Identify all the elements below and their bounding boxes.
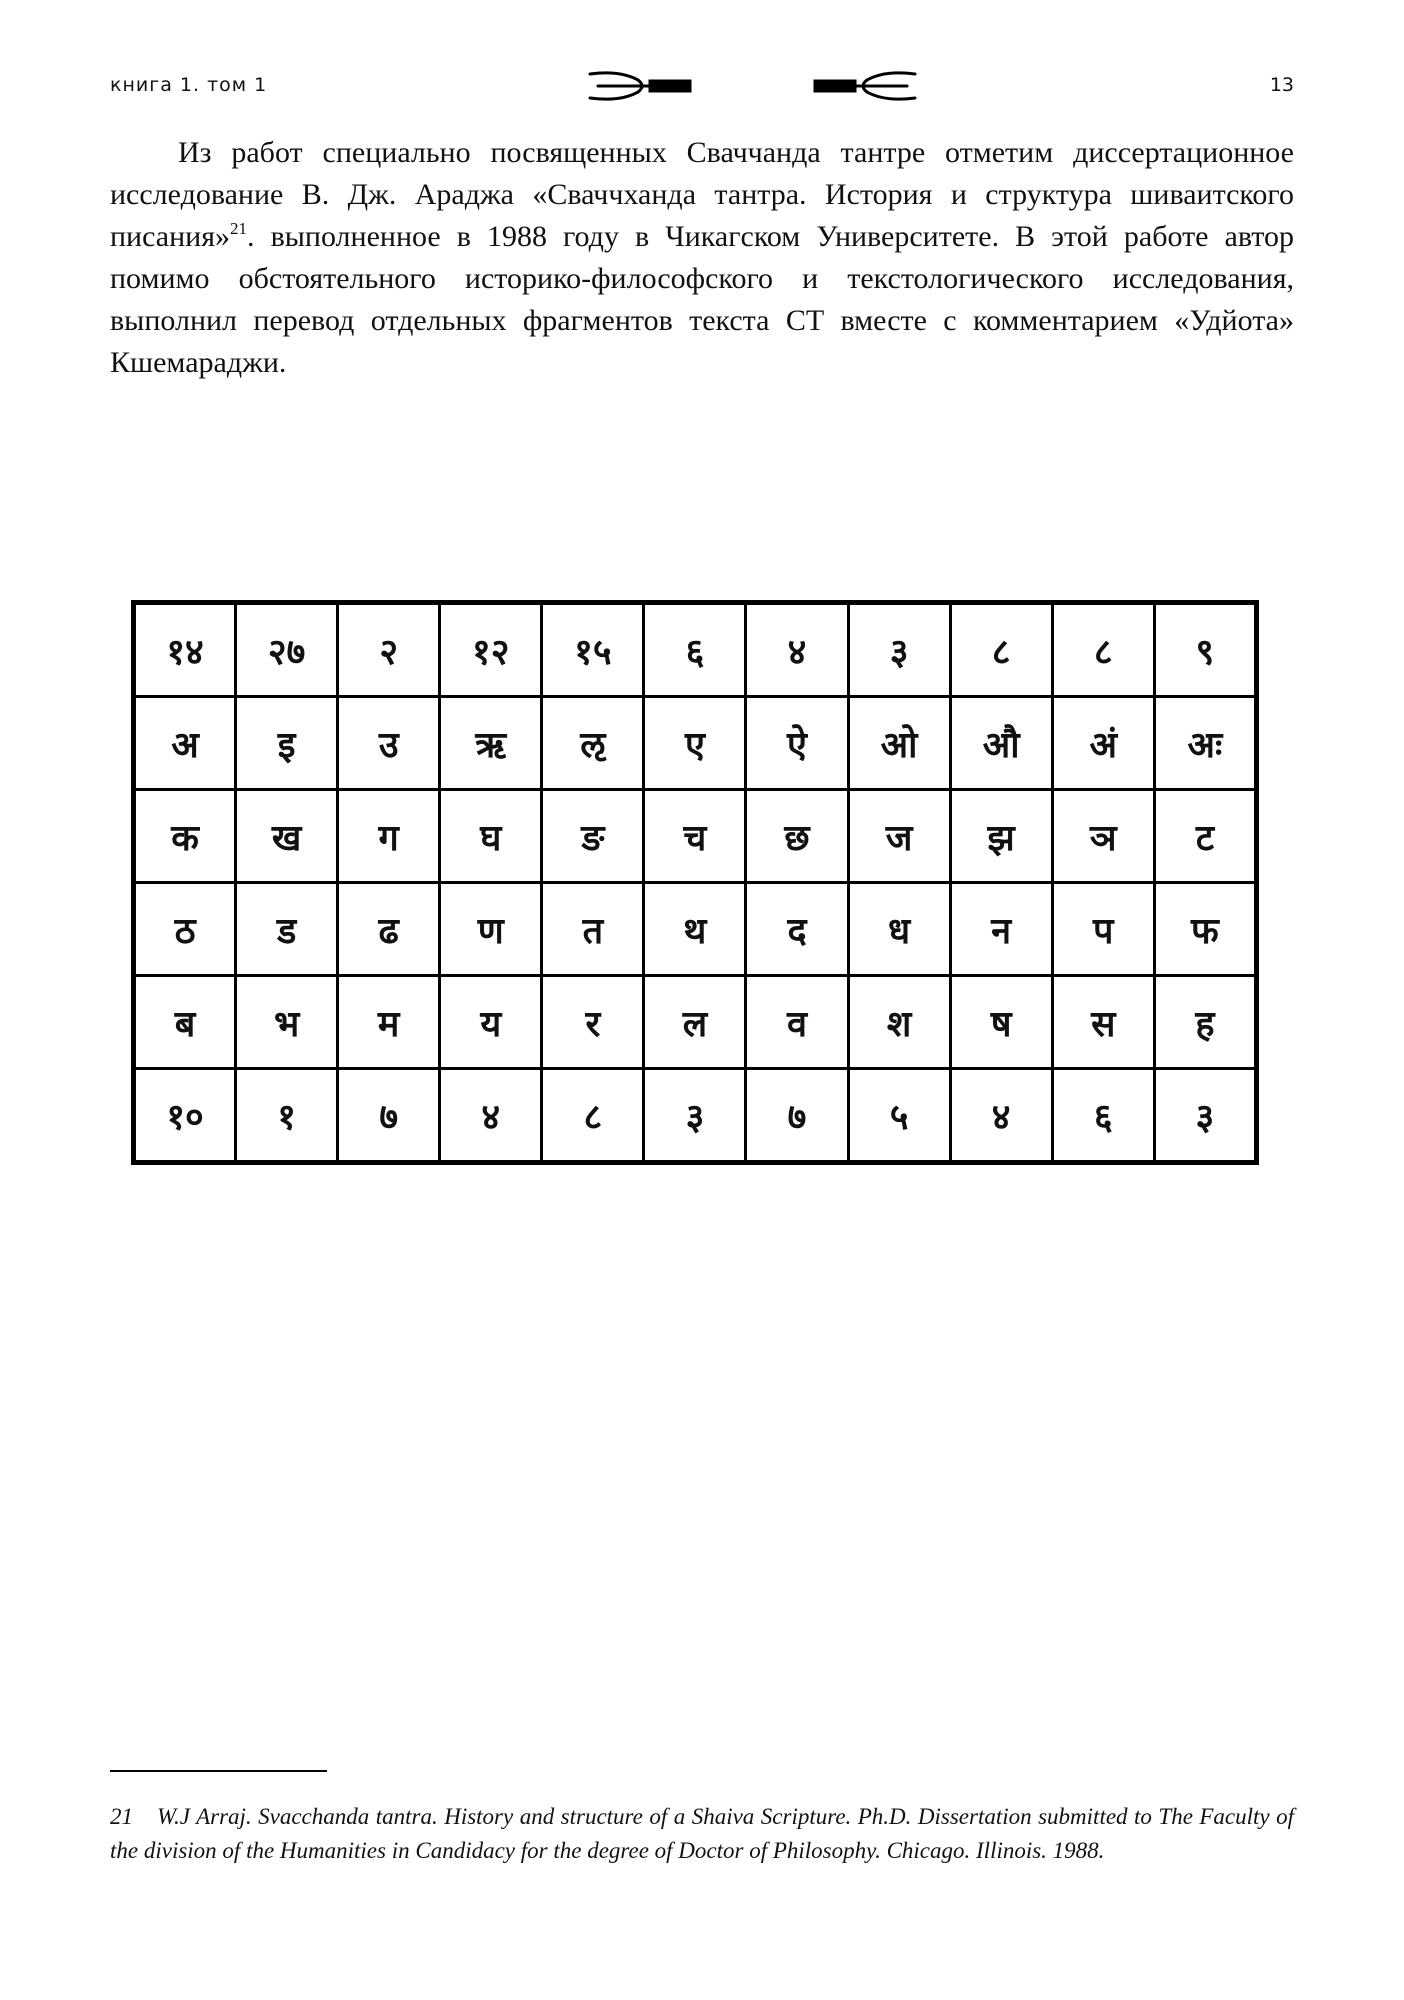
table-cell: ओ: [848, 697, 950, 790]
table-cell: ८: [950, 603, 1052, 697]
devanagari-letter-table: [131, 600, 1259, 1140]
table-cell: ३: [644, 1069, 746, 1163]
table-cell: १४: [134, 603, 236, 697]
table-cell: क: [134, 790, 236, 883]
book-label: книга 1. том 1: [110, 74, 268, 96]
table-cell: इ: [236, 697, 338, 790]
table-cell: ग: [338, 790, 440, 883]
table-cell: १५: [542, 603, 644, 697]
table-cell: द: [746, 883, 848, 976]
table-row: [134, 883, 1257, 976]
table-cell: १०: [134, 1069, 236, 1163]
table-cell: घ: [440, 790, 542, 883]
table-cell: स: [1052, 976, 1154, 1069]
table-cell: १: [236, 1069, 338, 1163]
table-row: [134, 790, 1257, 883]
table-cell: व: [746, 976, 848, 1069]
table-cell: भ: [236, 976, 338, 1069]
table-cell: य: [440, 976, 542, 1069]
page-number: 13: [1269, 74, 1294, 96]
table-cell: ९: [1154, 603, 1256, 697]
table-cell: ७: [746, 1069, 848, 1163]
table-cell: ऌ: [542, 697, 644, 790]
footnote-reference: 21: [230, 219, 248, 238]
table-cell: ट: [1154, 790, 1256, 883]
table-cell: ड: [236, 883, 338, 976]
table-row: [134, 697, 1257, 790]
table-cell: ४: [746, 603, 848, 697]
table-cell: ८: [542, 1069, 644, 1163]
paragraph-text-start: Из работ специально посвященных Сваччанда тантре отметим диссертационное исследование В. Дж. Араджа «Сваччханда тантра. История и структура шиваитского писания»: [110, 136, 1294, 253]
table-cell: ऐ: [746, 697, 848, 790]
table-cell: २: [338, 603, 440, 697]
footnote-divider: [110, 1770, 327, 1772]
table-cell: ल: [644, 976, 746, 1069]
table-cell: १२: [440, 603, 542, 697]
table-cell: ए: [644, 697, 746, 790]
table-cell: उ: [338, 697, 440, 790]
table-cell: ३: [1154, 1069, 1256, 1163]
footnote: [110, 1800, 1294, 1868]
table-cell: ६: [1052, 1069, 1154, 1163]
table-cell: छ: [746, 790, 848, 883]
table-row: [134, 1069, 1257, 1163]
table-cell: प: [1052, 883, 1154, 976]
table-row: [134, 976, 1257, 1069]
table-cell: ष: [950, 976, 1052, 1069]
table-cell: २७: [236, 603, 338, 697]
table-cell: त: [542, 883, 644, 976]
paragraph-text-end: . выполненное в 1988 году в Чикагском Университете. В этой работе автор помимо обстоятельного историко-философского и текстологического исследования, выполнил перевод отдельных фрагментов текста СТ вместе с комментарием «Удйота» Кшемараджи.: [110, 220, 1294, 379]
trident-ornament-icon: [580, 66, 925, 106]
table-cell: ज: [848, 790, 950, 883]
table-cell: श: [848, 976, 950, 1069]
footnote-text: W.J Arraj. Svacchanda tantra. History and structure of a Shaiva Scripture. Ph.D. Dissertation submitted to The Faculty of the division of the Humanities in Candidacy for the degree of Doctor of Philosophy. Chicago. Illinois. 1988.: [110, 1804, 1294, 1863]
table-cell: औ: [950, 697, 1052, 790]
table-cell: ८: [1052, 603, 1154, 697]
table-cell: ङ: [542, 790, 644, 883]
table-cell: च: [644, 790, 746, 883]
running-head: [110, 66, 1294, 106]
table-cell: अः: [1154, 697, 1256, 790]
table-cell: ण: [440, 883, 542, 976]
table-cell: र: [542, 976, 644, 1069]
table-cell: ढ: [338, 883, 440, 976]
table-cell: ह: [1154, 976, 1256, 1069]
table-cell: ४: [440, 1069, 542, 1163]
table-cell: अ: [134, 697, 236, 790]
table-cell: ध: [848, 883, 950, 976]
table-cell: ५: [848, 1069, 950, 1163]
table-cell: झ: [950, 790, 1052, 883]
table-cell: ठ: [134, 883, 236, 976]
table-cell: ख: [236, 790, 338, 883]
table-cell: ब: [134, 976, 236, 1069]
table-cell: न: [950, 883, 1052, 976]
table-cell: ४: [950, 1069, 1052, 1163]
body-paragraph: [110, 132, 1294, 384]
table-cell: ऋ: [440, 697, 542, 790]
table-cell: ३: [848, 603, 950, 697]
table-cell: थ: [644, 883, 746, 976]
table-cell: ञ: [1052, 790, 1154, 883]
table-cell: ७: [338, 1069, 440, 1163]
footnote-number: 21: [110, 1804, 133, 1829]
table-cell: अं: [1052, 697, 1154, 790]
table-cell: म: [338, 976, 440, 1069]
table-row: [134, 603, 1257, 697]
letter-grid: [131, 600, 1259, 1165]
table-cell: ६: [644, 603, 746, 697]
table-cell: फ: [1154, 883, 1256, 976]
